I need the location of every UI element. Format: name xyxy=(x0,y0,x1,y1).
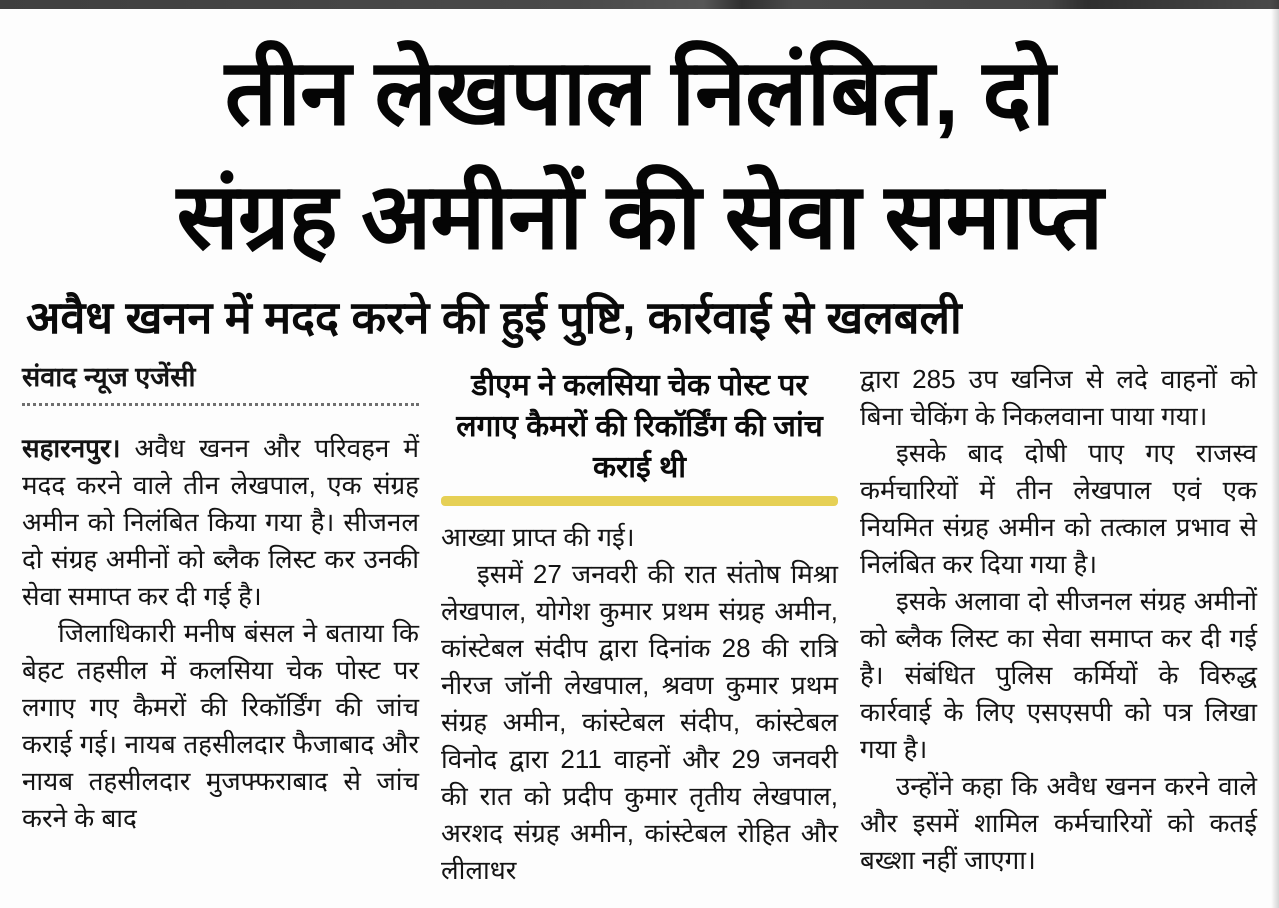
col2-paragraph-1: आख्या प्राप्त की गई। xyxy=(441,522,635,552)
pullquote-accent-bar xyxy=(441,496,838,506)
article-headline xyxy=(30,31,1249,279)
col1-paragraph-2: जिलाधिकारी मनीष बंसल ने बताया कि बेहट तहसील में कलसिया चेक पोस्ट पर लगाए गए कैमरों की रिकॉर्डिंग की जांच कराई गई। नायब तहसीलदार फैजाबाद और नायब तहसीलदार मुजफ्फराबाद से जांच करने के बाद xyxy=(22,618,419,833)
scan-right-edge xyxy=(1271,0,1279,908)
col2-paragraph-2: इसमें 27 जनवरी की रात संतोष मिश्रा लेखपाल, योगेश कुमार प्रथम संग्रह अमीन, कांस्टेबल संदीप द्वारा दिनांक 28 की रात्रि नीरज जॉनी लेखपाल, श्रवण कुमार प्रथम संग्रह अमीन, कांस्टेबल संदीप, कांस्टेबल विनोद द्वारा 211 वाहनों और 29 जनवरी की रात को प्रदीप कुमार तृतीय लेखपाल, अरशद संग्रह अमीन, कांस्टेबल रोहित और लीलाधर xyxy=(441,559,838,885)
headline-line-2: संग्रह अमीनों की सेवा समाप्त xyxy=(176,166,1103,268)
column-2 xyxy=(441,361,838,889)
byline-separator xyxy=(22,403,419,406)
column-1 xyxy=(22,361,419,889)
col3-paragraph-4: उन्होंने कहा कि अवैध खनन करने वाले और इसमें शामिल कर्मचारियों को कतई बख्शा नहीं जाएगा। xyxy=(860,771,1257,875)
article-columns xyxy=(0,347,1279,889)
col1-paragraph-1 xyxy=(22,430,419,615)
col3-paragraph-3: इसके अलावा दो सीजनल संग्रह अमीनों को ब्लैक लिस्ट का सेवा समाप्त कर दी गई है। संबंधित पुलिस कर्मियों के विरुद्ध कार्रवाई के लिए एसएसपी को पत्र लिखा गया है। xyxy=(860,586,1257,764)
headline-line-1: तीन लेखपाल निलंबित, दो xyxy=(224,42,1055,144)
scan-top-edge-bar xyxy=(0,0,1279,9)
dateline: सहारनपुर। xyxy=(22,433,121,463)
col3-paragraph-2: इसके बाद दोषी पाए गए राजस्व कर्मचारियों में तीन लेखपाल एवं एक नियमित संग्रह अमीन को तत्काल प्रभाव से निलंबित कर दिया गया है। xyxy=(860,438,1257,579)
article-subheadline: अवैध खनन में मदद करने की हुई पुष्टि, कार्रवाई से खलबली xyxy=(26,292,962,343)
byline: संवाद न्यूज एजेंसी xyxy=(22,362,196,392)
col1-paragraph-1-text: अवैध खनन और परिवहन में मदद करने वाले तीन लेखपाल, एक संग्रह अमीन को निलंबित किया गया है। सीजनल दो संग्रह अमीनों को ब्लैक लिस्ट कर उनकी सेवा समाप्त कर दी गई है। xyxy=(22,433,419,611)
column-3 xyxy=(860,361,1257,889)
col3-paragraph-1: द्वारा 285 उप खनिज से लदे वाहनों को बिना चेकिंग के निकलवाना पाया गया। xyxy=(860,364,1257,431)
pullquote: डीएम ने कलसिया चेक पोस्ट पर लगाए कैमरों की रिकॉर्डिंग की जांच कराई थी xyxy=(456,369,823,484)
